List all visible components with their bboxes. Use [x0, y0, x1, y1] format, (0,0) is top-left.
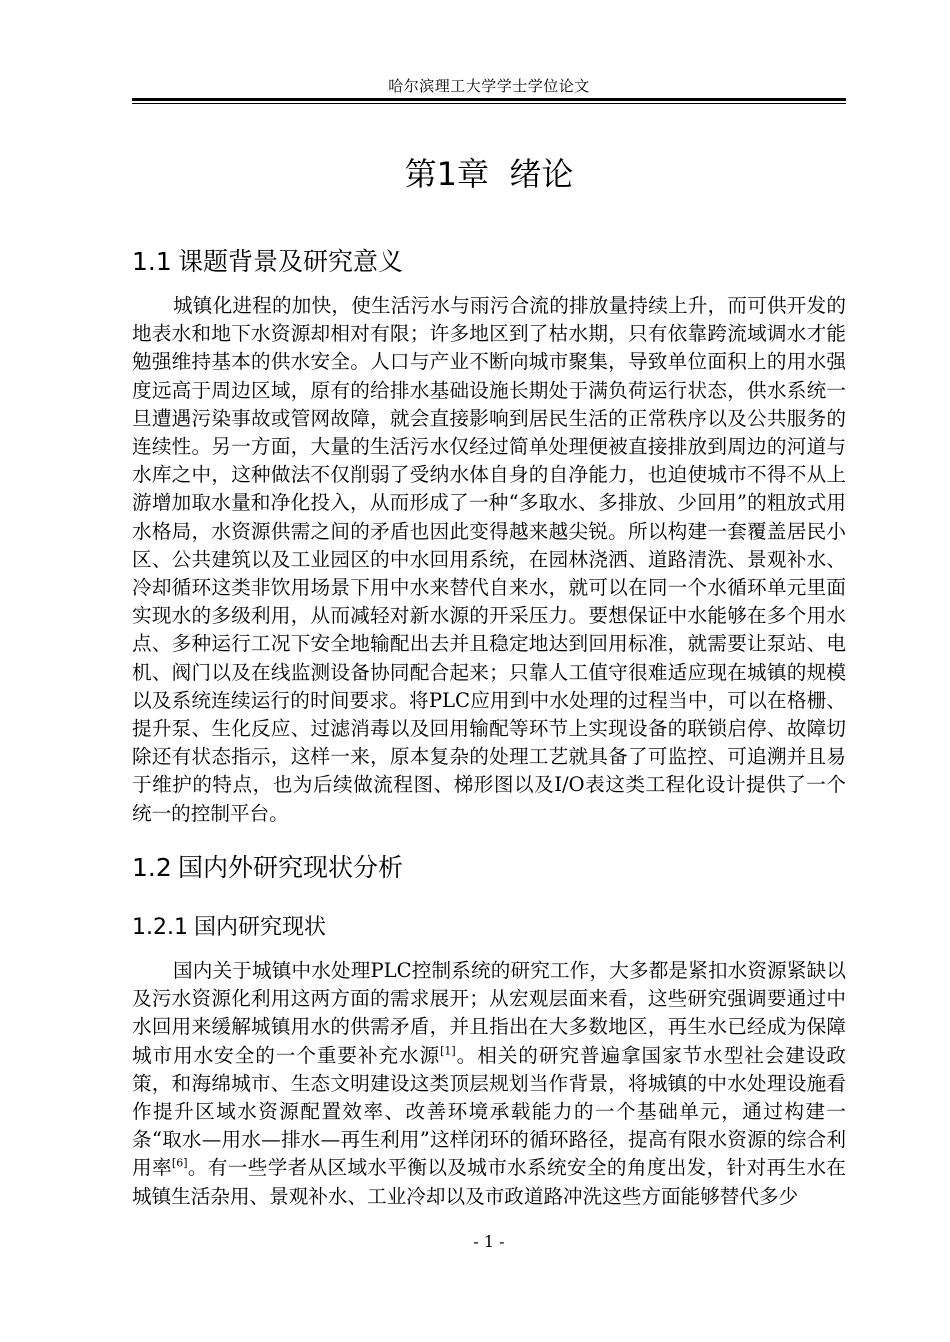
paragraph-text: 。有一些学者从区域水平衡以及城市水系统安全的角度出发，针对再生水在城镇生活杂用、景观补水、工业冷却以及市政道路冲洗这些方面能够替代多少: [132, 1156, 847, 1208]
paragraph-text: 。相关的研究普遍拿国家节水型社会建设政策，和海绵城市、生态文明建设这类顶层规划当作背景，将城镇的中水处理设施看作提升区域水资源配置效率、改善环境承载能力的一个基础单元，通过构建一条“取水—用水—排水—再生利用”这样闭环的循环路径，提高有限水资源的综合利用率: [132, 1043, 847, 1180]
running-header: 哈尔滨理工大学学士学位论文: [388, 77, 590, 95]
subsection-title: 国内研究现状: [194, 915, 327, 940]
body-paragraph-2: [132, 957, 846, 1211]
section-number: 1.1: [132, 247, 172, 276]
section-number: 1.2: [132, 853, 172, 882]
citation-ref-6: [6]: [171, 1156, 188, 1170]
section-heading-1-1: [132, 245, 846, 279]
section-heading-1-2: [132, 851, 846, 885]
chapter-name: 绪论: [509, 155, 574, 193]
page-number: - 1 -: [473, 1232, 505, 1251]
citation-ref-1: [1]: [440, 1044, 456, 1058]
subsection-number: 1.2.1: [132, 915, 188, 940]
header-rule-thin: [132, 103, 846, 104]
section-title: 国内外研究现状分析: [178, 853, 404, 882]
header-rule-thick: [132, 98, 846, 101]
subsection-heading-1-2-1: [132, 913, 846, 943]
section-title: 课题背景及研究意义: [178, 247, 404, 276]
chapter-number: 第1章: [404, 155, 489, 193]
chapter-title: [132, 152, 846, 196]
paragraph-text: 国内关于城镇中水处理PLC控制系统的研究工作，大多都是紧扣水资源紧缺以及污水资源化利用这两方面的需求展开；从宏观层面来看，这些研究强调要通过中水回用来缓解城镇用水的供需矛盾，并且指出在大多数地区，再生水已经成为保障城市用水安全的一个重要补充水源: [132, 959, 846, 1067]
body-paragraph-1: 城镇化进程的加快，使生活污水与雨污合流的排放量持续上升，而可供开发的地表水和地下水资源却相对有限；许多地区到了枯水期，只有依靠跨流域调水才能勉强维持基本的供水安全。人口与产业不断向城市聚集，导致单位面积上的用水强度远高于周边区域，原有的给排水基础设施长期处于满负荷运行状态，供水系统一旦遭遇污染事故或管网故障，就会直接影响到居民生活的正常秩序以及公共服务的连续性。另一方面，大量的生活污水仅经过简单处理便被直接排放到周边的河道与水库之中，这种做法不仅削弱了受纳水体自身的自净能力，也迫使城市不得不从上游增加取水量和净化投入，从而形成了一种“多取水、多排放、少回用”的粗放式用水格局，水资源供需之间的矛盾也因此变得越来越尖锐。所以构建一套覆盖居民小区、公共建筑以及工业园区的中水回用系统，在园林浇洒、道路清洗、景观补水、冷却循环这类非饮用场景下用中水来替代自来水，就可以在同一个水循环单元里面实现水的多级利用，从而减轻对新水源的开采压力。要想保证中水能够在多个用水点、多种运行工况下安全地输配出去并且稳定地达到回用标准，就需要让泵站、电机、阀门以及在线监测设备协同配合起来；只靠人工值守很难适应现在城镇的规模以及系统连续运行的时间要求。将PLC应用到中水处理的过程当中，可以在格栅、提升泵、生化反应、过滤消毒以及回用输配等环节上实现设备的联锁启停、故障切除还有状态指示，这样一来，原本复杂的处理工艺就具备了可监控、可追溯并且易于维护的特点，也为后续做流程图、梯形图以及I/O表这类工程化设计提供了一个统一的控制平台。: [132, 294, 846, 825]
